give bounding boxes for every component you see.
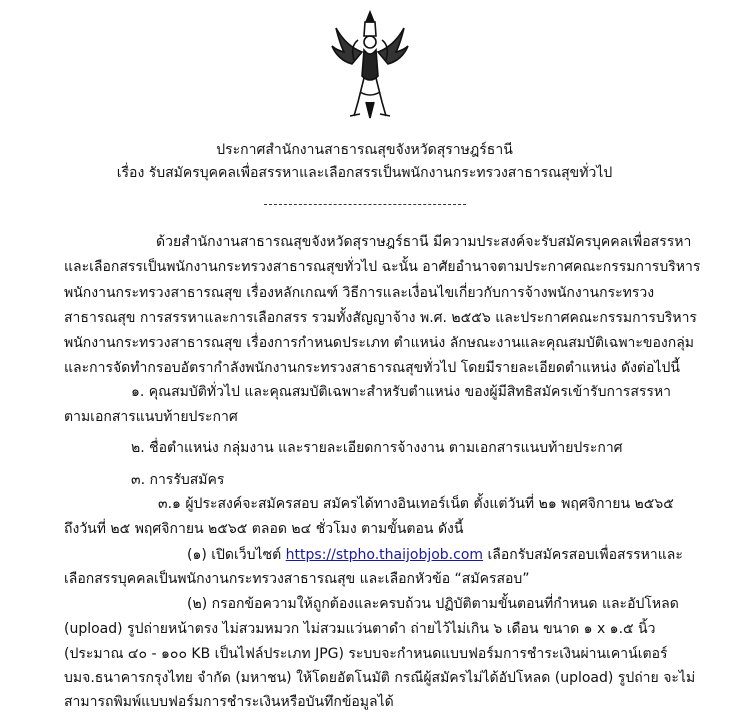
step2-line: บมจ.ธนาคารกรุงไทย จำกัด (มหาชน) ให้โดยอัตโนมัติ กรณีผู้สมัครไม่ได้อัปโหลด (upload) รูปถ่าย จะไม่ bbox=[64, 670, 696, 686]
section2-heading: ๒. ชื่อตำแหน่ง กลุ่มงาน และรายละเอียดการจ้างงาน ตามเอกสารแนบท้ายประกาศ bbox=[131, 440, 623, 456]
intro-line: และเลือกสรรเป็นพนักงานกระทรวงสาธารณสุขทั่วไป ฉะนั้น อาศัยอำนาจตามประกาศคณะกรรมการบริหาร bbox=[64, 259, 701, 275]
title-divider bbox=[264, 204, 466, 205]
step2-line: (ประมาณ ๔๐ - ๑๐๐ KB เป็นไฟล์ประเภท JPG) ระบบจะกำหนดแบบฟอร์มการชำระเงินผ่านเคาน์เตอร์ bbox=[64, 646, 668, 662]
registration-link[interactable]: https://stpho.thaijobjob.com bbox=[285, 547, 484, 563]
section3-1-line: ถึงวันที่ ๒๕ พฤศจิกายน ๒๕๖๕ ตลอด ๒๔ ชั่วโมง ตามขั้นตอน ดังนี้ bbox=[64, 521, 464, 537]
intro-line: พนักงานกระทรวงสาธารณสุข เรื่องการกำหนดประเภท ตำแหน่ง ลักษณะงานและคุณสมบัติเฉพาะของกลุ่ม bbox=[64, 335, 695, 351]
section3-1-line: ๓.๑ ผู้ประสงค์จะสมัครสอบ สมัครได้ทางอินเทอร์เน็ต ตั้งแต่วันที่ ๒๑ พฤศจิกายน ๒๕๖๕ bbox=[158, 496, 674, 512]
step1-continuation: เลือกสรรบุคคลเป็นพนักงานกระทรวงสาธารณสุข และเลือกหัวข้อ “สมัครสอบ” bbox=[64, 571, 530, 587]
garuda-emblem bbox=[330, 6, 410, 126]
step2-line: (๒) กรอกข้อความให้ถูกต้องและครบถ้วน ปฏิบัติตามขั้นตอนที่กำหนด และอัปโหลด bbox=[187, 596, 679, 612]
announcement-title: ประกาศสำนักงานสาธารณสุขจังหวัดสุราษฎร์ธานี bbox=[216, 142, 513, 158]
intro-line: ด้วยสำนักงานสาธารณสุขจังหวัดสุราษฎร์ธานี มีความประสงค์จะรับสมัครบุคคลเพื่อสรรหา bbox=[156, 234, 692, 250]
step1-prefix: (๑) เปิดเว็บไซต์ bbox=[187, 547, 286, 563]
section1-continuation: ตามเอกสารแนบท้ายประกาศ bbox=[64, 409, 238, 425]
step1-suffix: เลือกรับสมัครสอบเพื่อสรรหาและ bbox=[483, 547, 683, 563]
step2-line: สามารถพิมพ์แบบฟอร์มการชำระเงินหรือบันทึกข้อมูลได้ bbox=[64, 694, 394, 710]
step2-line: (upload) รูปถ่ายหน้าตรง ไม่สวมหมวก ไม่สวมแว่นตาดำ ถ่ายไว้ไม่เกิน ๖ เดือน ขนาด ๑ x ๑.๕ นิ้ว bbox=[64, 621, 656, 637]
step1-line bbox=[187, 545, 683, 565]
announcement-subject: เรื่อง รับสมัครบุคคลเพื่อสรรหาและเลือกสรรเป็นพนักงานกระทรวงสาธารณสุขทั่วไป bbox=[116, 165, 613, 181]
section1-heading: ๑. คุณสมบัติทั่วไป และคุณสมบัติเฉพาะสำหรับตำแหน่ง ของผู้มีสิทธิสมัครเข้ารับการสรรหา bbox=[131, 384, 671, 400]
intro-line: พนักงานกระทรวงสาธารณสุข เรื่องหลักเกณฑ์ วิธีการและเงื่อนไขเกี่ยวกับการจ้างพนักงานกระทรวง bbox=[64, 285, 655, 301]
section3-heading: ๓. การรับสมัคร bbox=[131, 472, 225, 488]
intro-line: และการจัดทำกรอบอัตรากำลังพนักงานกระทรวงสาธารณสุขทั่วไป โดยมีรายละเอียดตำแหน่ง ดังต่อไปนี้ bbox=[64, 360, 680, 376]
intro-line: สาธารณสุข การสรรหาและการเลือกสรร รวมทั้งสัญญาจ้าง พ.ศ. ๒๕๕๖ และประกาศคณะกรรมการบริหาร bbox=[64, 310, 697, 326]
